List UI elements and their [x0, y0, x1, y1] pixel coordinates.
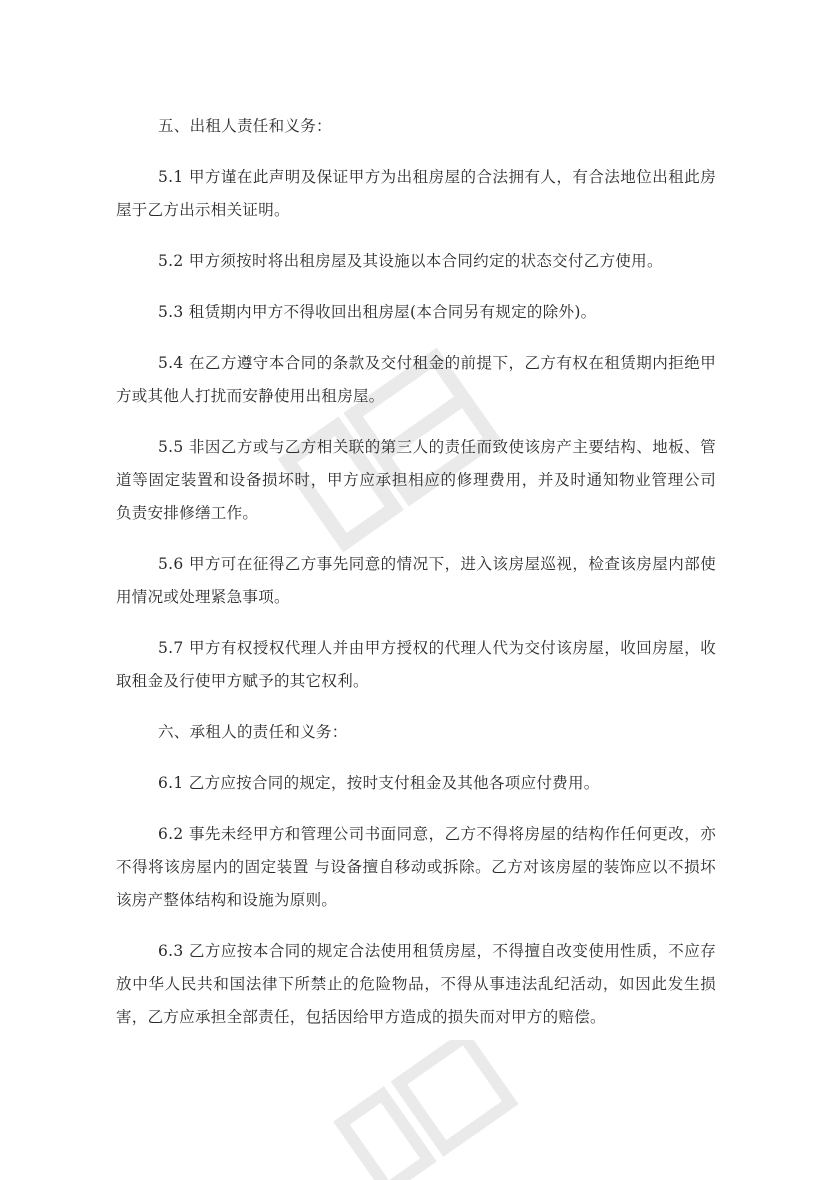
document-body: [116, 110, 716, 1052]
clause-6-1: 6.1 乙方应按合同的规定，按时支付租金及其他各项应付费用。: [158, 774, 600, 792]
clause-5-5: 5.5 非因乙方或与乙方相关联的第三人的责任而致使该房产主要结构、地板、管道等固定装置和设备损坏时，甲方应承担相应的修理费用，并及时通知物业管理公司负责安排修缮工作。: [116, 438, 716, 522]
section-heading: 五、出租人责任和义务：: [158, 117, 332, 135]
clause-5-2: 5.2 甲方须按时将出租房屋及其设施以本合同约定的状态交付乙方使用。: [158, 252, 663, 270]
clause-5-3: 5.3 租赁期内甲方不得收回出租房屋(本合同另有规定的除外)。: [158, 303, 597, 321]
watermark-stamp-icon: [330, 1040, 530, 1180]
clause-6-3: 6.3 乙方应按本合同的规定合法使用租赁房屋，不得擅自改变使用性质，不应存放中华人民共和国法律下所禁止的危险物品，不得从事违法乱纪活动，如因此发生损害，乙方应承担全部责任，包括因给甲方造成的损失而对甲方的赔偿。: [116, 942, 716, 1026]
clause-5-1: 5.1 甲方谨在此声明及保证甲方为出租房屋的合法拥有人，有合法地位出租此房屋于乙方出示相关证明。: [116, 168, 716, 219]
clause-5-6: 5.6 甲方可在征得乙方事先同意的情况下，进入该房屋巡视，检查该房屋内部使用情况或处理紧急事项。: [116, 555, 716, 606]
clause-5-7: 5.7 甲方有权授权代理人并由甲方授权的代理人代为交付该房屋，收回房屋，收取租金及行使甲方赋予的其它权利。: [116, 639, 716, 690]
clause-5-4: 5.4 在乙方遵守本合同的条款及交付租金的前提下，乙方有权在租赁期内拒绝甲方或其他人打扰而安静使用出租房屋。: [116, 354, 716, 405]
section-heading: 六、承租人的责任和义务：: [158, 723, 348, 741]
clause-6-2: 6.2 事先未经甲方和管理公司书面同意，乙方不得将房屋的结构作任何更改，亦不得将该房屋内的固定装置 与设备擅自移动或拆除。乙方对该房屋的装饰应以不损坏该房产整体结构和设施为原则。: [116, 825, 716, 909]
